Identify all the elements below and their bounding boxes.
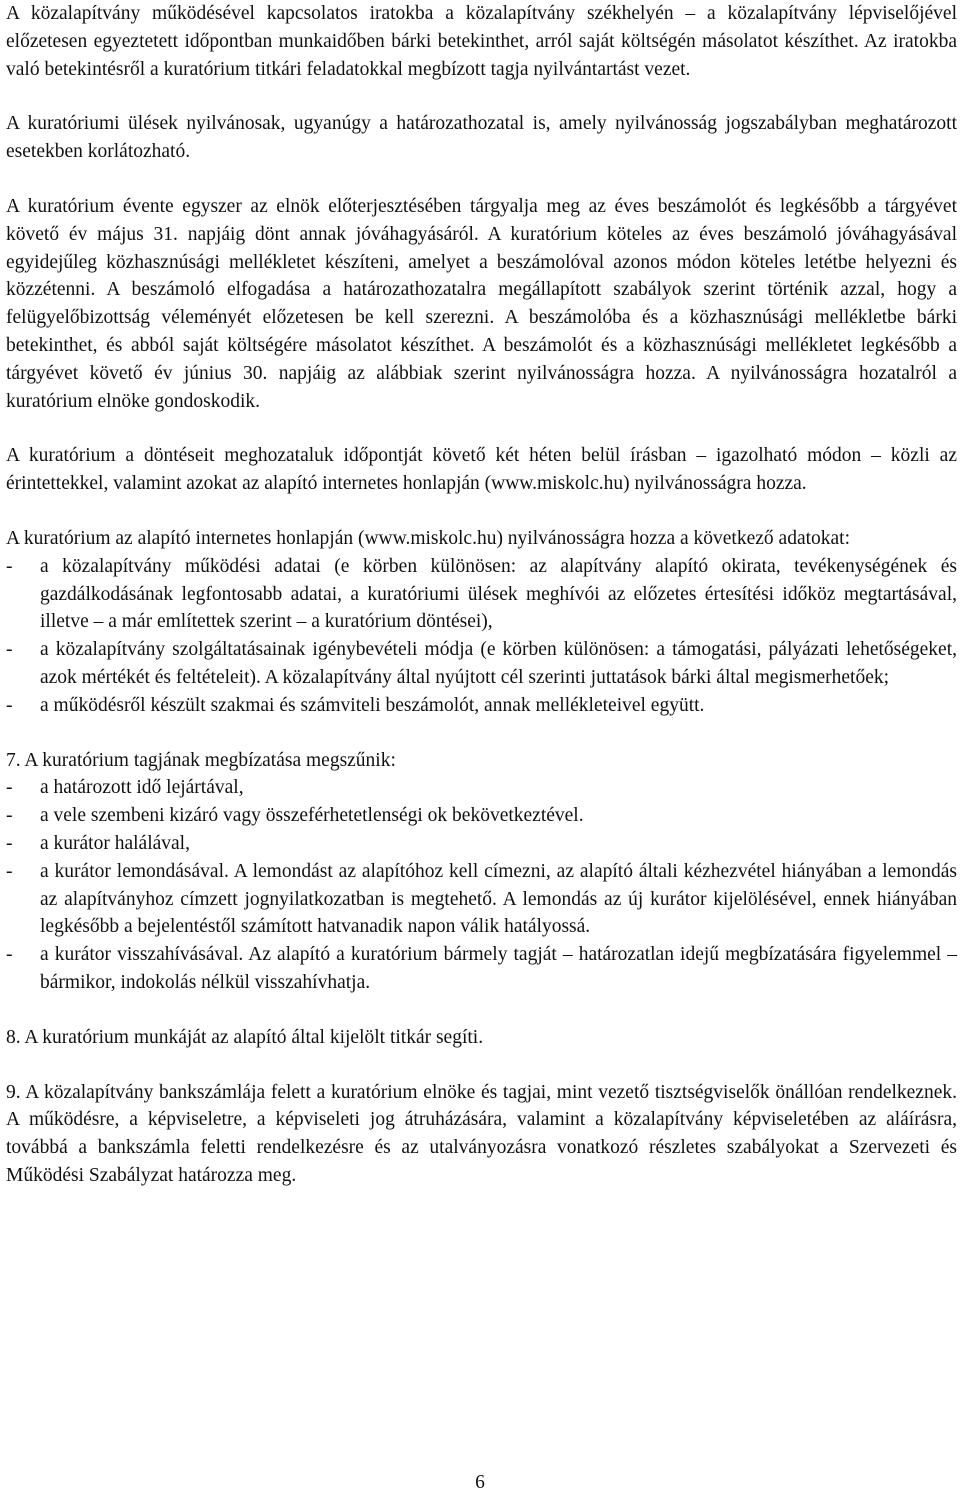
paragraph-annual-report: A kuratórium évente egyszer az elnök előterjesztésében tárgyalja meg az éves beszámolót és legkésőbb a tárgyévet követő év május 31. napjáig dönt annak jóváhagyásáról. A kuratórium köteles az éves beszámoló jóváhagyásával egyidejűleg közhasznúsági mellékletet készíteni, amelyet a beszámolóval azonos módon köteles letétbe helyezni és közzétenni. A beszámoló elfogadása a határozathozatalra megállapított szabályok szerint történik azzal, hogy a felügyelőbizottság véleményét előzetesen be kell szerezni. A beszámolóba és a közhasznúsági mellékletbe bárki betekinthet, és abból saját költségére másolatot készíthet. A beszámolót és a közhasznúsági mellékletet legkésőbb a tárgyévet követő év június 30. napjáig az alábbiak szerint nyilvánosságra hozza. A nyilvánosságra hozatalról a kuratórium elnöke gondoskodik.	[6, 195, 957, 412]
list-item: - a kurátor visszahívásával. Az alapító a kuratórium bármely tagját – határozatlan idejű megbízatására figyelemmel – bármikor, indokolás nélkül visszahívhatja.	[6, 941, 957, 997]
list-item: - a működésről készült szakmai és számviteli beszámolót, annak mellékleteivel együtt.	[6, 692, 957, 720]
paragraph-public-meetings: A kuratóriumi ülések nyilvánosak, ugyanúgy a határozathozatal is, amely nyilvánosság jogszabályban meghatározott esetekben korlátozható.	[6, 113, 957, 163]
list-dash: -	[6, 639, 13, 661]
list-dash: -	[6, 555, 13, 577]
section-7-heading: 7. A kuratórium tagjának megbízatása megszűnik:	[6, 749, 396, 771]
list-item: - a közalapítvány szolgáltatásainak igénybevételi módja (e körben különösen: a támogatási, pályázati lehetőségeket, azok mértékét és feltételeit). A közalapítvány által nyújtott cél szerinti juttatások bárki által megismerhetőek;	[6, 636, 957, 692]
page-number: 6	[475, 1472, 485, 1493]
list-item: - a kurátor halálával,	[6, 830, 957, 858]
paragraph-document-access: A közalapítvány működésével kapcsolatos iratokba a közalapítvány székhelyén – a közalapítvány lépviselőjével előzetesen egyeztetett időpontban munkaidőben bárki betekinthet, arról saját költségén másolatot készíthet. Az iratokba való betekintésről a kuratórium titkári feladatokkal megbízott tagja nyilvántartást vezet.	[6, 3, 957, 80]
list-dash: -	[6, 944, 13, 966]
list-dash: -	[6, 860, 13, 882]
published-data-list	[6, 553, 957, 720]
list-item: - a vele szembeni kizáró vagy összeférhetetlenségi ok bekövetkeztével.	[6, 802, 957, 830]
paragraph-decisions-notice: A kuratórium a döntéseit meghozataluk időpontját követő két héten belül írásban – igazolható módon – közli az érintettekkel, valamint azokat az alapító internetes honlapján (www.miskolc.hu) nyilvánosságra hozza.	[6, 445, 957, 495]
paragraph-published-data: A kuratórium az alapító internetes honlapján (www.miskolc.hu) nyilvánosságra hozza a következő adatokat:	[6, 527, 851, 549]
mandate-termination-list	[6, 774, 957, 996]
list-dash: -	[6, 694, 13, 716]
list-dash: -	[6, 777, 13, 799]
section-8: 8. A kuratórium munkáját az alapító által kijelölt titkár segíti.	[6, 1026, 484, 1048]
list-item: - a határozott idő lejártával,	[6, 774, 957, 802]
list-dash: -	[6, 805, 13, 827]
list-dash: -	[6, 832, 13, 854]
section-9: 9. A közalapítvány bankszámlája felett a kuratórium elnöke és tagjai, mint vezető tisztségviselők önállóan rendelkeznek. A működésre, a képviseletre, a képviseleti jog átruházására, valamint a közalapítvány képviseletében az aláírásra, továbbá a bankszámla feletti rendelkezésre és az utalványozásra vonatkozó részletes szabályokat a Szervezeti és Működési Szabályzat határozza meg.	[6, 1081, 957, 1186]
list-item: - a kurátor lemondásával. A lemondást az alapítóhoz kell címezni, az alapító általi kézhezvétel hiányában a lemondás az alapítványhoz címzett jognyilatkozatban is megtehető. A lemondás az új kurátor kijelölésével, ennek hiányában legkésőbb a bejelentéstől számított hatvanadik napon válik hatályossá.	[6, 858, 957, 941]
list-item: - a közalapítvány működési adatai (e körben különösen: az alapítvány alapító okirata, tevékenységének és gazdálkodásának legfontosabb adatai, a kuratóriumi ülések meghívói az előzetes értesítési időköz megtartásával, illetve – a már említettek szerint – a kuratórium döntései),	[6, 553, 957, 636]
